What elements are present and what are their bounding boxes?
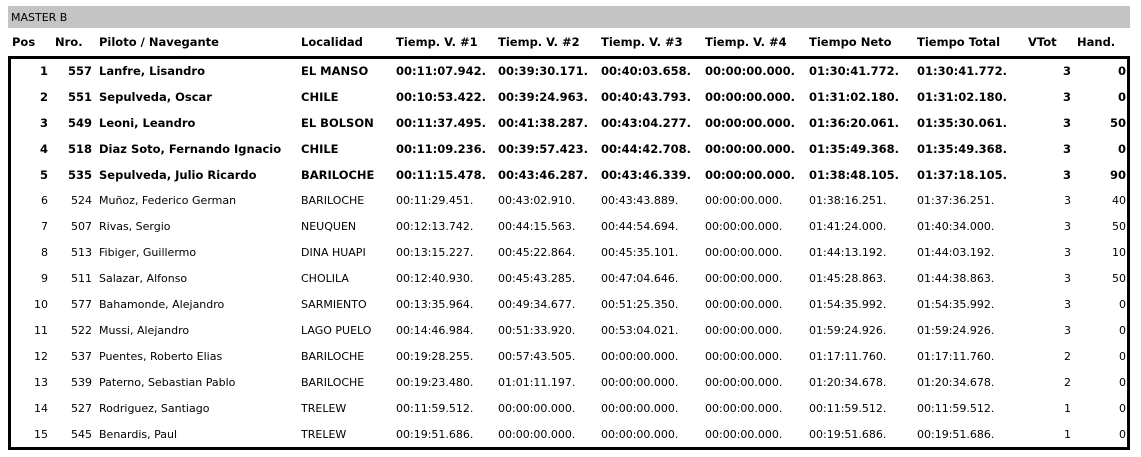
cell-tiempo-v1: 00:10:53.422. xyxy=(396,90,486,104)
cell-hand: 10 xyxy=(1112,246,1126,259)
cell-tiempo-v2: 00:51:33.920. xyxy=(498,324,576,337)
table-row xyxy=(0,84,1141,110)
cell-tiempo-v3: 00:00:00.000. xyxy=(601,350,679,363)
cell-tiempo-total: 01:59:24.926. xyxy=(917,324,995,337)
cell-hand: 0 xyxy=(1119,298,1126,311)
cell-pos: 14 xyxy=(34,402,48,415)
cell-tiempo-total: 01:40:34.000. xyxy=(917,220,995,233)
cell-nro: 549 xyxy=(67,116,92,130)
cell-piloto: Paterno, Sebastian Pablo xyxy=(99,376,236,389)
cell-tiempo-v4: 00:00:00.000. xyxy=(705,246,783,259)
cell-pos: 4 xyxy=(39,142,48,156)
cell-tiempo-v4: 00:00:00.000. xyxy=(705,168,795,182)
cell-tiempo-total: 01:35:49.368. xyxy=(917,142,1007,156)
cell-nro: 535 xyxy=(67,168,92,182)
cell-hand: 50 xyxy=(1112,220,1126,233)
cell-tiempo-neto: 01:44:13.192. xyxy=(809,246,887,259)
cell-localidad: CHILE xyxy=(301,90,339,104)
cell-pos: 5 xyxy=(39,168,48,182)
cell-vtot: 1 xyxy=(1064,402,1071,415)
cell-tiempo-v3: 00:40:03.658. xyxy=(601,64,691,78)
cell-vtot: 3 xyxy=(1062,116,1071,130)
cell-tiempo-total: 00:11:59.512. xyxy=(917,402,995,415)
cell-tiempo-neto: 01:45:28.863. xyxy=(809,272,887,285)
cell-tiempo-v3: 00:00:00.000. xyxy=(601,402,679,415)
cell-nro: 577 xyxy=(71,298,92,311)
cell-tiempo-neto: 01:54:35.992. xyxy=(809,298,887,311)
cell-tiempo-v2: 00:45:43.285. xyxy=(498,272,576,285)
cell-tiempo-v2: 00:39:30.171. xyxy=(498,64,588,78)
cell-tiempo-v3: 00:53:04.021. xyxy=(601,324,679,337)
cell-vtot: 3 xyxy=(1064,272,1071,285)
cell-tiempo-total: 01:17:11.760. xyxy=(917,350,995,363)
cell-piloto: Salazar, Alfonso xyxy=(99,272,188,285)
cell-tiempo-v2: 00:39:57.423. xyxy=(498,142,588,156)
cell-tiempo-neto: 01:59:24.926. xyxy=(809,324,887,337)
cell-tiempo-neto: 00:19:51.686. xyxy=(809,428,887,441)
header-hand: Hand. xyxy=(1077,35,1116,49)
cell-piloto: Diaz Soto, Fernando Ignacio xyxy=(99,142,282,156)
cell-tiempo-v4: 00:00:00.000. xyxy=(705,64,795,78)
cell-localidad: BARILOCHE xyxy=(301,168,375,182)
header-tiempo-v3: Tiemp. V. #3 xyxy=(601,35,683,49)
cell-vtot: 3 xyxy=(1064,194,1071,207)
cell-tiempo-v1: 00:11:29.451. xyxy=(396,194,474,207)
cell-tiempo-neto: 00:11:59.512. xyxy=(809,402,887,415)
header-nro: Nro. xyxy=(55,35,83,49)
cell-vtot: 3 xyxy=(1064,324,1071,337)
cell-tiempo-total: 01:30:41.772. xyxy=(917,64,1007,78)
cell-piloto: Puentes, Roberto Elias xyxy=(99,350,223,363)
header-tiempo-neto: Tiempo Neto xyxy=(809,35,892,49)
cell-tiempo-v2: 01:01:11.197. xyxy=(498,376,576,389)
cell-localidad: SARMIENTO xyxy=(301,298,367,311)
header-localidad: Localidad xyxy=(301,35,363,49)
cell-tiempo-v2: 00:41:38.287. xyxy=(498,116,588,130)
header-tiempo-v4: Tiemp. V. #4 xyxy=(705,35,787,49)
cell-hand: 0 xyxy=(1119,350,1126,363)
cell-vtot: 3 xyxy=(1062,90,1071,104)
cell-tiempo-total: 01:54:35.992. xyxy=(917,298,995,311)
cell-nro: 524 xyxy=(71,194,92,207)
cell-tiempo-v3: 00:45:35.101. xyxy=(601,246,679,259)
cell-hand: 0 xyxy=(1117,64,1126,78)
table-row xyxy=(0,58,1141,84)
cell-piloto: Leoni, Leandro xyxy=(99,116,196,130)
cell-nro: 545 xyxy=(71,428,92,441)
cell-tiempo-v2: 00:57:43.505. xyxy=(498,350,576,363)
cell-localidad: DINA HUAPI xyxy=(301,246,366,259)
cell-nro: 522 xyxy=(71,324,92,337)
cell-vtot: 2 xyxy=(1064,350,1071,363)
cell-pos: 6 xyxy=(41,194,48,207)
cell-nro: 557 xyxy=(67,64,92,78)
cell-vtot: 3 xyxy=(1062,142,1071,156)
cell-localidad: EL BOLSON xyxy=(301,116,374,130)
cell-localidad: BARILOCHE xyxy=(301,376,365,389)
cell-tiempo-v4: 00:00:00.000. xyxy=(705,272,783,285)
cell-vtot: 3 xyxy=(1064,220,1071,233)
cell-tiempo-v4: 00:00:00.000. xyxy=(705,428,783,441)
cell-hand: 0 xyxy=(1119,324,1126,337)
cell-tiempo-total: 01:37:36.251. xyxy=(917,194,995,207)
cell-piloto: Muñoz, Federico German xyxy=(99,194,237,207)
table-header xyxy=(0,32,1141,52)
cell-hand: 0 xyxy=(1119,376,1126,389)
cell-pos: 11 xyxy=(34,324,48,337)
cell-piloto: Rivas, Sergio xyxy=(99,220,171,233)
cell-tiempo-v4: 00:00:00.000. xyxy=(705,324,783,337)
cell-vtot: 1 xyxy=(1064,428,1071,441)
cell-tiempo-v2: 00:00:00.000. xyxy=(498,402,576,415)
cell-pos: 3 xyxy=(39,116,48,130)
cell-hand: 50 xyxy=(1112,272,1126,285)
cell-tiempo-neto: 01:41:24.000. xyxy=(809,220,887,233)
cell-vtot: 3 xyxy=(1062,64,1071,78)
cell-tiempo-neto: 01:20:34.678. xyxy=(809,376,887,389)
cell-vtot: 3 xyxy=(1062,168,1071,182)
cell-nro: 507 xyxy=(71,220,92,233)
header-tiempo-v2: Tiemp. V. #2 xyxy=(498,35,580,49)
cell-tiempo-neto: 01:38:48.105. xyxy=(809,168,899,182)
cell-piloto: Rodriguez, Santiago xyxy=(99,402,210,415)
cell-localidad: BARILOCHE xyxy=(301,350,365,363)
cell-tiempo-v3: 00:43:43.889. xyxy=(601,194,679,207)
cell-vtot: 3 xyxy=(1064,298,1071,311)
cell-nro: 511 xyxy=(71,272,92,285)
cell-tiempo-v4: 00:00:00.000. xyxy=(705,298,783,311)
cell-localidad: BARILOCHE xyxy=(301,194,365,207)
cell-tiempo-total: 01:37:18.105. xyxy=(917,168,1007,182)
cell-tiempo-v2: 00:49:34.677. xyxy=(498,298,576,311)
cell-piloto: Mussi, Alejandro xyxy=(99,324,190,337)
header-tiempo-v1: Tiemp. V. #1 xyxy=(396,35,478,49)
cell-tiempo-v2: 00:45:22.864. xyxy=(498,246,576,259)
cell-tiempo-v3: 00:00:00.000. xyxy=(601,376,679,389)
cell-hand: 50 xyxy=(1109,116,1126,130)
cell-tiempo-total: 01:44:03.192. xyxy=(917,246,995,259)
header-vtot: VTot xyxy=(1028,35,1057,49)
table-row xyxy=(0,318,1141,344)
cell-localidad: EL MANSO xyxy=(301,64,369,78)
cell-vtot: 2 xyxy=(1064,376,1071,389)
table-row xyxy=(0,188,1141,214)
cell-piloto: Bahamonde, Alejandro xyxy=(99,298,225,311)
cell-tiempo-v1: 00:11:59.512. xyxy=(396,402,474,415)
cell-tiempo-v1: 00:11:37.495. xyxy=(396,116,486,130)
cell-tiempo-v3: 00:47:04.646. xyxy=(601,272,679,285)
cell-localidad: CHOLILA xyxy=(301,272,349,285)
cell-localidad: TRELEW xyxy=(301,428,347,441)
table-row xyxy=(0,162,1141,188)
cell-tiempo-v1: 00:19:28.255. xyxy=(396,350,474,363)
cell-tiempo-v4: 00:00:00.000. xyxy=(705,116,795,130)
cell-tiempo-v4: 00:00:00.000. xyxy=(705,376,783,389)
cell-tiempo-neto: 01:38:16.251. xyxy=(809,194,887,207)
cell-nro: 513 xyxy=(71,246,92,259)
cell-tiempo-v4: 00:00:00.000. xyxy=(705,142,795,156)
cell-tiempo-v1: 00:14:46.984. xyxy=(396,324,474,337)
cell-nro: 537 xyxy=(71,350,92,363)
header-piloto: Piloto / Navegante xyxy=(99,35,219,49)
cell-pos: 1 xyxy=(39,64,48,78)
table-row xyxy=(0,422,1141,448)
cell-tiempo-neto: 01:36:20.061. xyxy=(809,116,899,130)
cell-tiempo-total: 01:44:38.863. xyxy=(917,272,995,285)
cell-tiempo-neto: 01:35:49.368. xyxy=(809,142,899,156)
cell-piloto: Fibiger, Guillermo xyxy=(99,246,197,259)
cell-tiempo-neto: 01:17:11.760. xyxy=(809,350,887,363)
cell-tiempo-v1: 00:13:35.964. xyxy=(396,298,474,311)
cell-localidad: TRELEW xyxy=(301,402,347,415)
cell-hand: 0 xyxy=(1119,428,1126,441)
table-row xyxy=(0,136,1141,162)
cell-pos: 2 xyxy=(39,90,48,104)
cell-piloto: Sepulveda, Oscar xyxy=(99,90,212,104)
cell-piloto: Lanfre, Lisandro xyxy=(99,64,205,78)
cell-tiempo-total: 01:35:30.061. xyxy=(917,116,1007,130)
cell-hand: 0 xyxy=(1119,402,1126,415)
cell-tiempo-v2: 00:00:00.000. xyxy=(498,428,576,441)
table-row xyxy=(0,396,1141,422)
cell-tiempo-v1: 00:11:09.236. xyxy=(396,142,486,156)
cell-hand: 90 xyxy=(1109,168,1126,182)
cell-tiempo-v2: 00:43:02.910. xyxy=(498,194,576,207)
cell-tiempo-v1: 00:13:15.227. xyxy=(396,246,474,259)
cell-tiempo-v3: 00:44:54.694. xyxy=(601,220,679,233)
cell-nro: 551 xyxy=(67,90,92,104)
cell-tiempo-v1: 00:12:13.742. xyxy=(396,220,474,233)
cell-localidad: CHILE xyxy=(301,142,339,156)
cell-hand: 0 xyxy=(1117,142,1126,156)
cell-tiempo-v2: 00:44:15.563. xyxy=(498,220,576,233)
cell-tiempo-v1: 00:19:23.480. xyxy=(396,376,474,389)
cell-tiempo-v4: 00:00:00.000. xyxy=(705,220,783,233)
cell-tiempo-total: 01:31:02.180. xyxy=(917,90,1007,104)
cell-tiempo-v4: 00:00:00.000. xyxy=(705,402,783,415)
cell-pos: 8 xyxy=(41,246,48,259)
cell-tiempo-v2: 00:43:46.287. xyxy=(498,168,588,182)
cell-hand: 0 xyxy=(1117,90,1126,104)
cell-tiempo-v3: 00:43:04.277. xyxy=(601,116,691,130)
cell-piloto: Sepulveda, Julio Ricardo xyxy=(99,168,257,182)
cell-tiempo-v1: 00:12:40.930. xyxy=(396,272,474,285)
cell-tiempo-v4: 00:00:00.000. xyxy=(705,350,783,363)
cell-nro: 518 xyxy=(67,142,92,156)
cell-pos: 12 xyxy=(34,350,48,363)
cell-tiempo-v3: 00:43:46.339. xyxy=(601,168,691,182)
cell-pos: 7 xyxy=(41,220,48,233)
table-row xyxy=(0,344,1141,370)
cell-tiempo-total: 00:19:51.686. xyxy=(917,428,995,441)
cell-tiempo-neto: 01:31:02.180. xyxy=(809,90,899,104)
table-row xyxy=(0,240,1141,266)
table-row xyxy=(0,214,1141,240)
cell-vtot: 3 xyxy=(1064,246,1071,259)
table-row xyxy=(0,110,1141,136)
header-tiempo-total: Tiempo Total xyxy=(917,35,1001,49)
cell-pos: 9 xyxy=(41,272,48,285)
table-row xyxy=(0,266,1141,292)
cell-nro: 539 xyxy=(71,376,92,389)
cell-pos: 13 xyxy=(34,376,48,389)
cell-tiempo-v1: 00:11:07.942. xyxy=(396,64,486,78)
cell-tiempo-v2: 00:39:24.963. xyxy=(498,90,588,104)
header-pos: Pos xyxy=(12,35,36,49)
cell-nro: 527 xyxy=(71,402,92,415)
cell-tiempo-v3: 00:40:43.793. xyxy=(601,90,691,104)
category-title: MASTER B xyxy=(8,6,1130,28)
cell-tiempo-neto: 01:30:41.772. xyxy=(809,64,899,78)
cell-tiempo-v3: 00:51:25.350. xyxy=(601,298,679,311)
cell-tiempo-v1: 00:11:15.478. xyxy=(396,168,486,182)
cell-hand: 40 xyxy=(1112,194,1126,207)
cell-pos: 15 xyxy=(34,428,48,441)
cell-localidad: NEUQUEN xyxy=(301,220,357,233)
cell-tiempo-v1: 00:19:51.686. xyxy=(396,428,474,441)
cell-tiempo-v4: 00:00:00.000. xyxy=(705,90,795,104)
cell-tiempo-v3: 00:00:00.000. xyxy=(601,428,679,441)
cell-tiempo-v4: 00:00:00.000. xyxy=(705,194,783,207)
cell-pos: 10 xyxy=(34,298,48,311)
cell-tiempo-v3: 00:44:42.708. xyxy=(601,142,691,156)
cell-tiempo-total: 01:20:34.678. xyxy=(917,376,995,389)
cell-localidad: LAGO PUELO xyxy=(301,324,372,337)
table-row xyxy=(0,292,1141,318)
table-row xyxy=(0,370,1141,396)
cell-piloto: Benardis, Paul xyxy=(99,428,178,441)
